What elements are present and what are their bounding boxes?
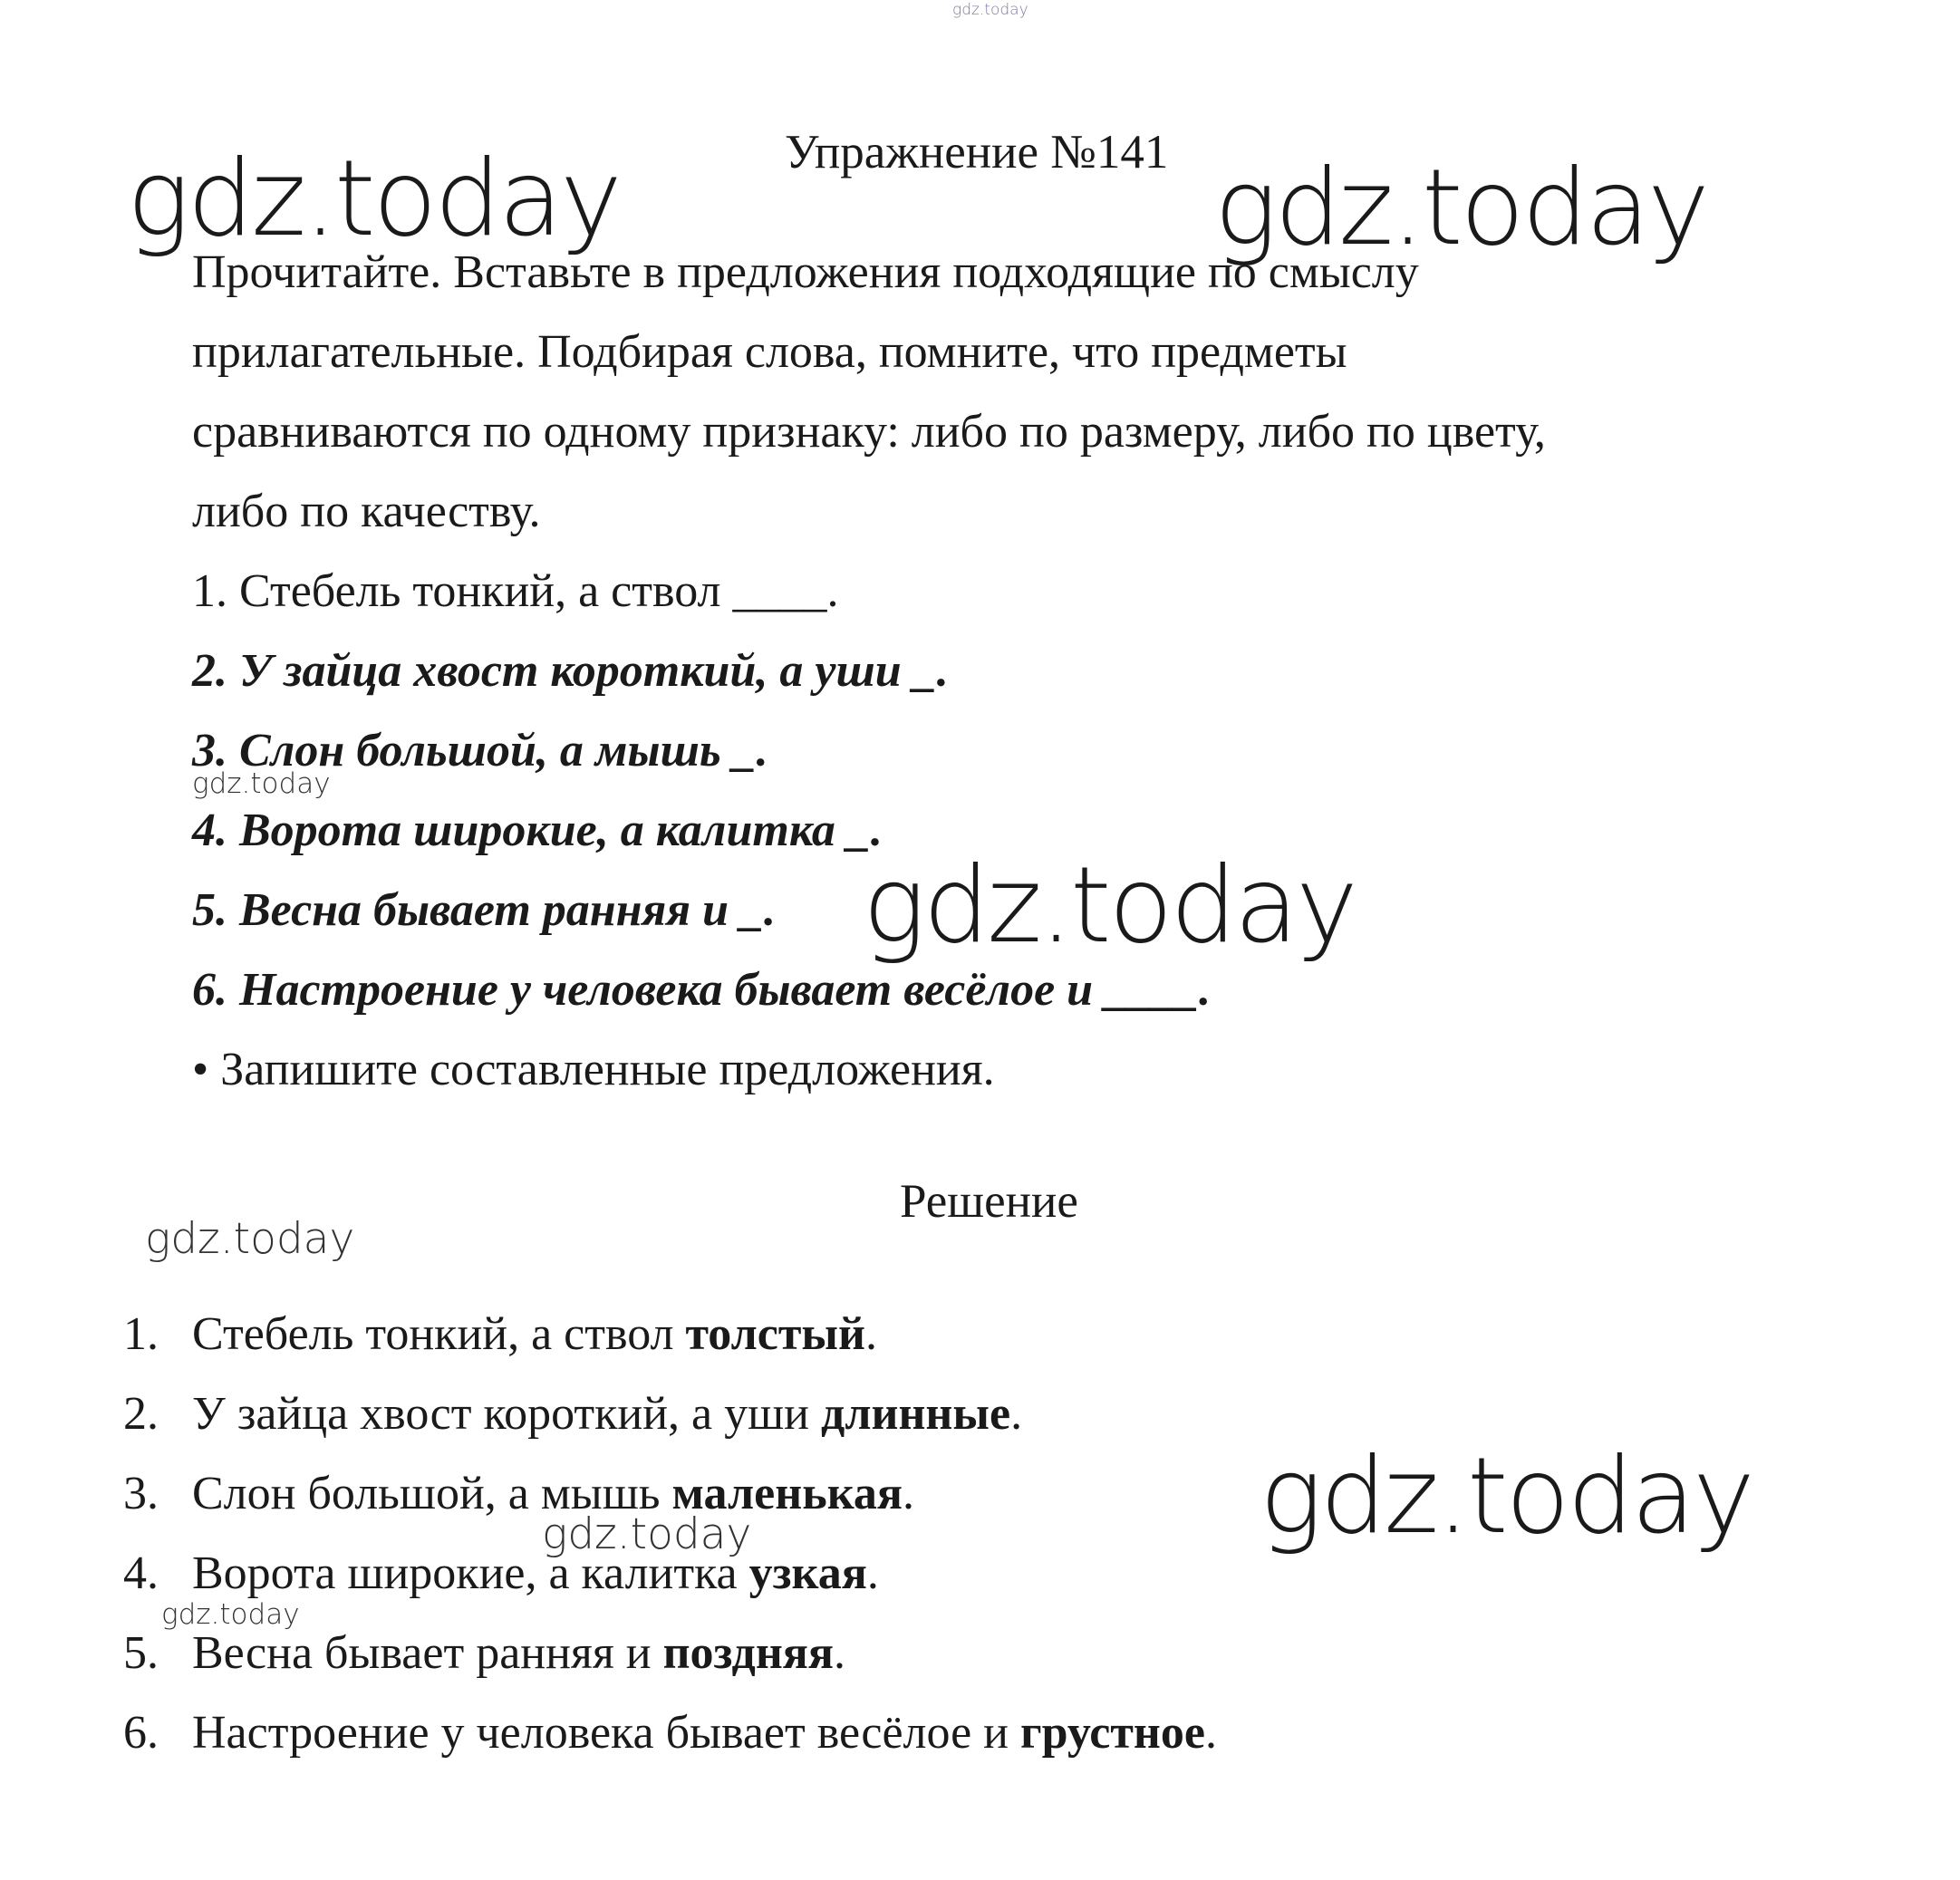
answer-item: Настроение у человека бывает весёлое и грустное.	[192, 1707, 1217, 1759]
exercise-title: Упражнение №141	[785, 126, 1169, 178]
watermark: gdz.today	[542, 1509, 752, 1559]
answer-item: У зайца хвост короткий, а уши длинные.	[192, 1388, 1023, 1440]
watermark: gdz.today	[863, 844, 1356, 967]
answer-item: Стебель тонкий, а ствол толстый.	[192, 1308, 877, 1360]
bullet-instruction: • Запишите составленные предложения.	[192, 1044, 995, 1095]
answer-item: Ворота широкие, а калитка узкая.	[192, 1547, 879, 1599]
task-item-4: 4. Ворота широкие, а калитка _.	[192, 805, 883, 856]
answer-word: поздняя	[662, 1627, 835, 1679]
answer-word: узкая	[748, 1547, 867, 1599]
instruction-line-3: сравниваются по одному признаку: либо по размеру, либо по цвету,	[192, 406, 1546, 458]
answer-number: 4.	[123, 1547, 159, 1599]
answer-word: маленькая	[671, 1468, 903, 1519]
answer-number: 6.	[123, 1707, 159, 1759]
instruction-line-4: либо по качеству.	[192, 486, 541, 537]
solution-title: Решение	[900, 1175, 1078, 1228]
answer-item: Слон большой, а мышь маленькая.	[192, 1468, 914, 1519]
answer-word: длинные	[821, 1388, 1011, 1440]
answer-word: грустное	[1020, 1707, 1205, 1759]
answer-number: 5.	[123, 1627, 159, 1679]
watermark-top: gdz.today	[952, 1, 1028, 19]
task-item-5: 5. Весна бывает ранняя и _.	[192, 884, 777, 936]
watermark: gdz.today	[127, 138, 620, 260]
watermark: gdz.today	[1260, 1435, 1752, 1557]
watermark: gdz.today	[1214, 147, 1707, 269]
task-item-2: 2. У зайца хвост короткий, а уши _.	[192, 645, 949, 697]
answer-item: Весна бывает ранняя и поздняя.	[192, 1627, 846, 1679]
instruction-line-1: Прочитайте. Вставьте в предложения подходящие по смыслу	[192, 246, 1419, 298]
task-item-3: 3. Слон большой, а мышь _.	[192, 725, 768, 776]
answer-number: 2.	[123, 1388, 159, 1440]
watermark: gdz.today	[161, 1598, 300, 1631]
task-item-1: 1. Стебель тонкий, а ствол ____.	[192, 565, 839, 617]
instruction-line-2: прилагательные. Подбирая слова, помните, что предметы	[192, 326, 1347, 378]
task-item-6: 6. Настроение у человека бывает весёлое и ____.	[192, 964, 1212, 1016]
answer-number: 3.	[123, 1468, 159, 1519]
watermark: gdz.today	[192, 767, 331, 800]
answer-number: 1.	[123, 1308, 159, 1360]
answer-word: толстый	[685, 1308, 865, 1360]
watermark: gdz.today	[145, 1214, 355, 1264]
